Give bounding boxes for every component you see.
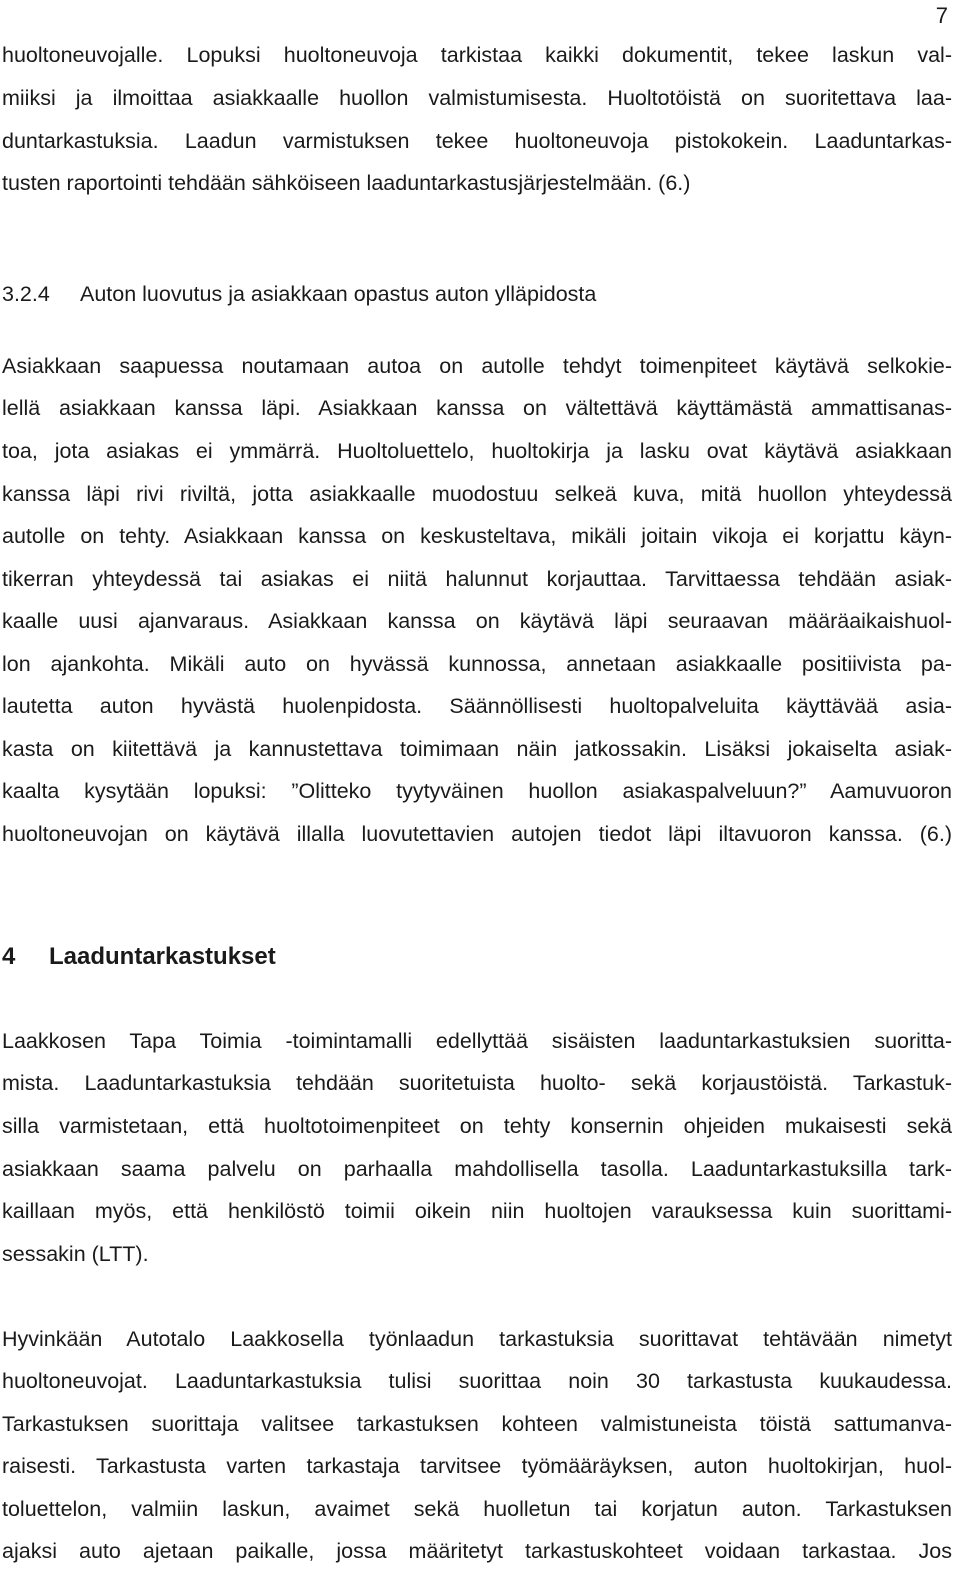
chapter-title: Laaduntarkastukset	[49, 943, 276, 970]
paragraph-line: tusten raportointi tehdään sähköiseen laaduntarkastusjärjestelmään. (6.)	[2, 171, 691, 195]
paragraph-line: miiksi ja ilmoittaa asiakkaalle huollon valmistumisesta. Huoltotöistä on suoritettava laa-	[2, 86, 952, 110]
paragraph-line: sessakin (LTT).	[2, 1242, 149, 1266]
section-3-2-4-heading	[2, 279, 596, 309]
paragraph-line: Hyvinkään Autotalo Laakkosella työnlaadun tarkastuksia suorittavat tehtävään nimetyt	[2, 1327, 952, 1351]
paragraph-line: duntarkastuksia. Laadun varmistuksen tekee huoltoneuvoja pistokokein. Laaduntarkas-	[2, 129, 952, 153]
paragraph-line: Laakkosen Tapa Toimia -toimintamalli edellyttää sisäisten laaduntarkastuksien suoritta-	[2, 1029, 952, 1053]
paragraph-line: toluettelon, valmiin laskun, avaimet sekä huolletun tai korjatun auton. Tarkastuksen	[2, 1497, 952, 1521]
paragraph-line: kanssa läpi rivi riviltä, jotta asiakkaalle muodostuu selkeä kuva, mitä huollon yhteydessä	[2, 482, 952, 506]
paragraph-line: tikerran yhteydessä tai asiakas ei niitä halunnut korjauttaa. Tarvittaessa tehdään asiak-	[2, 567, 952, 591]
chapter-4-heading	[2, 941, 276, 973]
paragraph-line: autolle on tehty. Asiakkaan kanssa on keskusteltava, mikäli joitain vikoja ei korjattu käyn-	[2, 524, 952, 548]
paragraph-line: asiakkaan saama palvelu on parhaalla mahdollisella tasolla. Laaduntarkastuksilla tark-	[2, 1157, 952, 1181]
section-number: 3.2.4	[2, 282, 50, 306]
paragraph-line: silla varmistetaan, että huoltotoimenpiteet on tehty konsernin ohjeiden mukaisesti sekä	[2, 1114, 952, 1138]
paragraph-line: lellä asiakkaan kanssa läpi. Asiakkaan kanssa on vältettävä käyttämästä ammattisanas-	[2, 396, 952, 420]
paragraph-line: huoltoneuvojan on käytävä illalla luovutettavien autojen tiedot läpi iltavuoron kanssa. (6.)	[2, 822, 952, 846]
paragraph-line: kaalta kysytään lopuksi: ”Olitteko tyytyväinen huollon asiakaspalveluun?” Aamuvuoron	[2, 779, 952, 803]
paragraph-line: toa, jota asiakas ei ymmärrä. Huoltoluettelo, huoltokirja ja lasku ovat käytävä asiakkaan	[2, 439, 952, 463]
paragraph-line: kaalle uusi ajanvaraus. Asiakkaan kanssa on käytävä läpi seuraavan määräaikaishuol-	[2, 609, 952, 633]
paragraph-line: kasta on kiitettävä ja kannustettava toimimaan näin jatkossakin. Lisäksi jokaiselta asiak-	[2, 737, 952, 761]
section-title: Auton luovutus ja asiakkaan opastus auton ylläpidosta	[80, 282, 597, 306]
paragraph-line: ajaksi auto ajetaan paikalle, jossa määritetyt tarkastuskohteet voidaan tarkastaa. Jos	[2, 1539, 952, 1563]
paragraph-line: raisesti. Tarkastusta varten tarkastaja tarvitsee työmääräyksen, auton huoltokirjan, huol-	[2, 1454, 952, 1478]
page-number: 7	[935, 3, 948, 28]
paragraph-line: huoltoneuvojalle. Lopuksi huoltoneuvoja tarkistaa kaikki dokumentit, tekee laskun val-	[2, 43, 952, 67]
paragraph-line: Asiakkaan saapuessa noutamaan autoa on autolle tehdyt toimenpiteet käytävä selkokie-	[2, 354, 952, 378]
paragraph-line: Tarkastuksen suorittaja valitsee tarkastuksen kohteen valmistuneista töistä sattumanva-	[2, 1412, 952, 1436]
paragraph-line: lon ajankohta. Mikäli auto on hyvässä kunnossa, annetaan asiakkaalle positiivista pa-	[2, 652, 952, 676]
paragraph-line: huoltoneuvojat. Laaduntarkastuksia tulisi suorittaa noin 30 tarkastusta kuukaudessa.	[2, 1369, 952, 1393]
paragraph-line: mista. Laaduntarkastuksia tehdään suoritetuista huolto- sekä korjaustöistä. Tarkastuk-	[2, 1071, 952, 1095]
paragraph-line: kaillaan myös, että henkilöstö toimii oikein niin huoltojen varauksessa kuin suorittami-	[2, 1199, 952, 1223]
paragraph-line: lautetta auton hyvästä huolenpidosta. Säännöllisesti huoltopalveluita käyttävää asia-	[2, 694, 952, 718]
chapter-number: 4	[2, 943, 16, 970]
